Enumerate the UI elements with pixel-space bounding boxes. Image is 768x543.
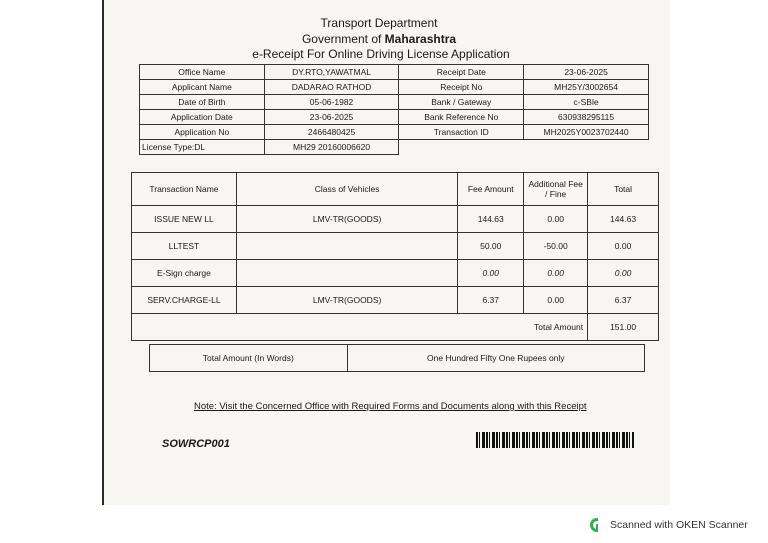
transaction-name: ISSUE NEW LL — [132, 206, 237, 233]
row-total: 6.37 — [588, 287, 659, 314]
info-row — [140, 95, 649, 110]
info-value: 23-06-2025 — [524, 65, 649, 80]
receipt-code: SOWRCP001 — [162, 438, 230, 450]
total-amount-value: 151.00 — [588, 314, 659, 341]
additional-fee: 0.00 — [524, 206, 588, 233]
total-amount-label: Total Amount — [132, 314, 588, 341]
vehicle-class — [236, 233, 457, 260]
vehicle-class: LMV-TR(GOODS) — [236, 206, 457, 233]
table-row — [132, 233, 659, 260]
additional-fee: 0.00 — [524, 287, 588, 314]
additional-fee: 0.00 — [524, 260, 588, 287]
info-value: c-SBle — [524, 95, 649, 110]
applicant-info-table — [139, 64, 649, 155]
info-label: Application Date — [140, 110, 265, 125]
info-value: 23-06-2025 — [264, 110, 399, 125]
col-total: Total — [588, 173, 659, 206]
transaction-name: SERV.CHARGE-LL — [132, 287, 237, 314]
info-label: Bank Reference No — [399, 110, 524, 125]
info-label: Transaction ID — [399, 125, 524, 140]
info-label: Application No — [140, 125, 265, 140]
amount-words-label: Total Amount (In Words) — [150, 345, 348, 372]
table-row — [132, 287, 659, 314]
table-row — [132, 260, 659, 287]
table-row — [132, 206, 659, 233]
fees-table — [131, 172, 659, 341]
receipt-title: e-Receipt For Online Driving License Application — [252, 47, 510, 61]
info-label: Office Name — [140, 65, 265, 80]
info-value: 05-06-1982 — [264, 95, 399, 110]
row-total: 144.63 — [588, 206, 659, 233]
license-number: MH29 20160006620 — [264, 140, 399, 155]
vehicle-class — [236, 260, 457, 287]
col-class-of-vehicles: Class of Vehicles — [236, 173, 457, 206]
amount-in-words-table — [149, 344, 645, 372]
info-label: Date of Birth — [140, 95, 265, 110]
info-value: MH25Y/3002654 — [524, 80, 649, 95]
transaction-name: E-Sign charge — [132, 260, 237, 287]
info-label: Applicant Name — [140, 80, 265, 95]
fee-amount: 50.00 — [458, 233, 524, 260]
scanner-text: Scanned with OKEN Scanner — [610, 519, 748, 531]
row-total: 0.00 — [588, 260, 659, 287]
info-value: DADARAO RATHOD — [264, 80, 399, 95]
amount-words-value: One Hundred Fifty One Rupees only — [347, 345, 644, 372]
info-value: MH2025Y0023702440 — [524, 125, 649, 140]
info-row — [140, 65, 649, 80]
receipt-note: Note: Visit the Concerned Office with Required Forms and Documents along with this Receipt — [194, 401, 587, 412]
info-value: 2466480425 — [264, 125, 399, 140]
info-label: Receipt No — [399, 80, 524, 95]
additional-fee: -50.00 — [524, 233, 588, 260]
license-row — [140, 140, 649, 155]
fees-header-row — [132, 173, 659, 206]
total-row — [132, 314, 659, 341]
info-row — [140, 110, 649, 125]
scanner-logo-icon — [590, 518, 604, 532]
col-fee-amount: Fee Amount — [458, 173, 524, 206]
fee-amount: 144.63 — [458, 206, 524, 233]
row-total: 0.00 — [588, 233, 659, 260]
vehicle-class: LMV-TR(GOODS) — [236, 287, 457, 314]
state-name: Maharashtra — [384, 32, 457, 46]
scanner-watermark — [590, 518, 748, 532]
license-type-label: License Type:DL — [140, 140, 265, 155]
government-title — [96, 32, 662, 46]
barcode — [476, 432, 634, 448]
receipt-paper — [102, 0, 670, 505]
fee-amount: 6.37 — [458, 287, 524, 314]
info-row — [140, 80, 649, 95]
col-transaction-name: Transaction Name — [132, 173, 237, 206]
info-label: Receipt Date — [399, 65, 524, 80]
info-value: DY.RTO,YAWATMAL — [264, 65, 399, 80]
transaction-name: LLTEST — [132, 233, 237, 260]
info-label: Bank / Gateway — [399, 95, 524, 110]
words-row — [150, 345, 645, 372]
info-value: 630938295115 — [524, 110, 649, 125]
info-row — [140, 125, 649, 140]
col-additional-fee: Additional Fee / Fine — [524, 173, 588, 206]
department-title: Transport Department — [320, 16, 438, 30]
fee-amount: 0.00 — [458, 260, 524, 287]
government-prefix: Government of — [301, 32, 382, 46]
